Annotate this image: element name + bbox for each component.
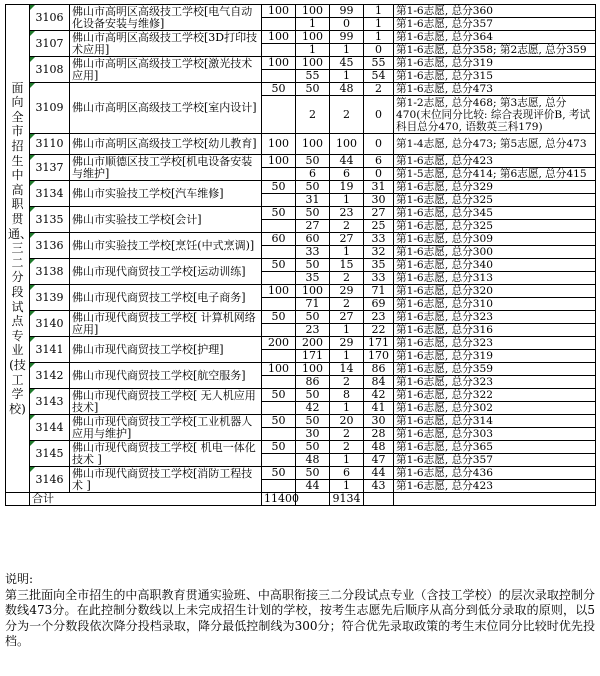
total-empty: [296, 493, 330, 506]
school-code: 3108: [30, 57, 70, 83]
round-plan: 50: [296, 207, 330, 220]
round-remaining: 22: [364, 324, 394, 337]
round-remaining: 43: [364, 480, 394, 493]
table-row: [6, 134, 596, 155]
round-plan: 31: [296, 194, 330, 207]
round-admitted: 2: [330, 428, 364, 441]
cutoff-note: 第1-6志愿, 总分423: [394, 155, 596, 168]
round-admitted: 15: [330, 259, 364, 272]
cutoff-note: 第1-6志愿, 总分310: [394, 298, 596, 311]
round-plan: 71: [296, 298, 330, 311]
plan-count: 50: [262, 311, 296, 324]
school-code: 3138: [30, 259, 70, 285]
round-remaining: 35: [364, 259, 394, 272]
round-plan: 50: [296, 181, 330, 194]
table-row: [6, 181, 596, 194]
plan-count-continued: [262, 480, 296, 493]
plan-count: 200: [262, 337, 296, 350]
round-admitted: 14: [330, 363, 364, 376]
round-remaining: 1: [364, 18, 394, 31]
school-code: 3141: [30, 337, 70, 363]
explanation-body: 第三批面向全市招生的中高职教育贯通实验班、中高职衔接三二分段试点专业（含技工学校）的层次录取控制分数线473分。在此控制分数线以上未完成招生计划的学校，按考生志愿先后顺序从高分到低分录取的原则，以5分为一个分数段依次降分投档录取，降分最低控制线为300分；符合优先录取政策的考生末位同分比较时优先投档。: [5, 587, 595, 648]
total-admitted: 9134: [330, 493, 364, 506]
plan-count: 50: [262, 181, 296, 194]
cutoff-note: 第1-6志愿, 总分316: [394, 324, 596, 337]
round-remaining: 41: [364, 402, 394, 415]
round-plan: 50: [296, 311, 330, 324]
plan-count-continued: [262, 350, 296, 363]
cutoff-note: 第1-2志愿, 总分468; 第3志愿, 总分470(末位同分比较: 综合表现评价B, 考试科目总分470, 语数英三科179): [394, 96, 596, 134]
plan-count: 100: [262, 285, 296, 298]
plan-count: 50: [262, 441, 296, 454]
round-admitted: 1: [330, 324, 364, 337]
plan-count-continued: [262, 454, 296, 467]
round-admitted: 1: [330, 70, 364, 83]
cutoff-note: 第1-6志愿, 总分329: [394, 181, 596, 194]
round-admitted: 19: [330, 181, 364, 194]
cutoff-note: 第1-6志愿, 总分302: [394, 402, 596, 415]
round-remaining: 55: [364, 57, 394, 70]
round-plan: 30: [296, 428, 330, 441]
cutoff-note: 第1-6志愿, 总分358; 第2志愿, 总分359: [394, 44, 596, 57]
round-admitted: 45: [330, 57, 364, 70]
cutoff-note: 第1-6志愿, 总分325: [394, 194, 596, 207]
plan-count-continued: [262, 298, 296, 311]
round-remaining: 31: [364, 181, 394, 194]
table-row: [6, 31, 596, 44]
round-admitted: 2: [330, 298, 364, 311]
cutoff-note: 第1-6志愿, 总分323: [394, 311, 596, 324]
round-admitted: 1: [330, 402, 364, 415]
round-plan: 50: [296, 441, 330, 454]
round-remaining: 0: [364, 134, 394, 155]
school-major: 佛山市现代商贸技工学校[电子商务]: [70, 285, 262, 311]
round-plan: 50: [296, 259, 330, 272]
school-major: 佛山市高明区高级技工学校[室内设计]: [70, 83, 262, 134]
round-remaining: 48: [364, 441, 394, 454]
explanation-heading: 说明:: [5, 572, 34, 586]
round-admitted: 1: [330, 194, 364, 207]
plan-count-continued: [262, 246, 296, 259]
round-remaining: 32: [364, 246, 394, 259]
round-admitted: 1: [330, 44, 364, 57]
plan-count-continued: [262, 194, 296, 207]
round-plan: 50: [296, 389, 330, 402]
school-code: 3109: [30, 83, 70, 134]
school-code: 3136: [30, 233, 70, 259]
table-row: [6, 5, 596, 18]
round-admitted: 27: [330, 311, 364, 324]
cutoff-note: 第1-6志愿, 总分473: [394, 83, 596, 96]
total-label: 合计: [30, 493, 262, 506]
school-code: 3144: [30, 415, 70, 441]
round-remaining: 69: [364, 298, 394, 311]
category-label: 面向全市招生中高职贯通、三二分段试点专业(技工学校): [6, 5, 30, 493]
school-code: 3140: [30, 311, 70, 337]
round-plan: 55: [296, 70, 330, 83]
round-remaining: 1: [364, 31, 394, 44]
round-admitted: 2: [330, 220, 364, 233]
round-remaining: 28: [364, 428, 394, 441]
school-major: 佛山市实验技工学校[会计]: [70, 207, 262, 233]
total-empty: [394, 493, 596, 506]
plan-count-continued: [262, 96, 296, 134]
cutoff-note: 第1-6志愿, 总分345: [394, 207, 596, 220]
round-plan: 1: [296, 44, 330, 57]
round-admitted: 0: [330, 18, 364, 31]
round-admitted: 1: [330, 350, 364, 363]
cutoff-note: 第1-6志愿, 总分364: [394, 31, 596, 44]
round-admitted: 99: [330, 5, 364, 18]
round-remaining: 30: [364, 415, 394, 428]
admission-table-page: [5, 4, 595, 506]
table-row: [6, 285, 596, 298]
school-major: 佛山市现代商贸技工学校[航空服务]: [70, 363, 262, 389]
cutoff-note: 第1-6志愿, 总分313: [394, 272, 596, 285]
plan-count: 100: [262, 363, 296, 376]
round-plan: 100: [296, 31, 330, 44]
round-remaining: 86: [364, 363, 394, 376]
plan-count: 50: [262, 83, 296, 96]
cutoff-note: 第1-6志愿, 总分315: [394, 70, 596, 83]
cutoff-note: 第1-6志愿, 总分357: [394, 454, 596, 467]
cutoff-note: 第1-6志愿, 总分423: [394, 480, 596, 493]
table-row: [6, 233, 596, 246]
round-admitted: 1: [330, 246, 364, 259]
round-admitted: 100: [330, 134, 364, 155]
round-admitted: 6: [330, 467, 364, 480]
round-admitted: 2: [330, 272, 364, 285]
total-row: [6, 493, 596, 506]
round-admitted: 29: [330, 337, 364, 350]
round-remaining: 44: [364, 467, 394, 480]
round-remaining: 2: [364, 83, 394, 96]
round-plan: 86: [296, 376, 330, 389]
plan-count: 50: [262, 207, 296, 220]
round-admitted: 1: [330, 480, 364, 493]
school-code: 3110: [30, 134, 70, 155]
cutoff-note: 第1-6志愿, 总分359: [394, 363, 596, 376]
table-row: [6, 83, 596, 96]
round-remaining: 0: [364, 96, 394, 134]
school-code: 3143: [30, 389, 70, 415]
plan-count: 50: [262, 259, 296, 272]
plan-count-continued: [262, 18, 296, 31]
table-row: [6, 389, 596, 402]
round-remaining: 1: [364, 5, 394, 18]
round-plan: 1: [296, 18, 330, 31]
round-plan: 100: [296, 363, 330, 376]
total-plan: 11400: [262, 493, 296, 506]
round-plan: 33: [296, 246, 330, 259]
round-plan: 42: [296, 402, 330, 415]
table-row: [6, 155, 596, 168]
cutoff-note: 第1-6志愿, 总分300: [394, 246, 596, 259]
cutoff-note: 第1-6志愿, 总分323: [394, 376, 596, 389]
school-code: 3137: [30, 155, 70, 181]
plan-count-continued: [262, 168, 296, 181]
plan-count: 50: [262, 389, 296, 402]
table-row: [6, 57, 596, 70]
plan-count-continued: [262, 272, 296, 285]
round-admitted: 1: [330, 454, 364, 467]
school-major: 佛山市现代商贸技工学校[ 机电一体化技术 ]: [70, 441, 262, 467]
round-remaining: 30: [364, 194, 394, 207]
round-admitted: 6: [330, 168, 364, 181]
school-major: 佛山市现代商贸技工学校[运动训练]: [70, 259, 262, 285]
round-remaining: 33: [364, 272, 394, 285]
round-admitted: 20: [330, 415, 364, 428]
total-empty: [6, 493, 30, 506]
round-remaining: 0: [364, 44, 394, 57]
round-admitted: 44: [330, 155, 364, 168]
plan-count-continued: [262, 44, 296, 57]
round-admitted: 99: [330, 31, 364, 44]
round-plan: 50: [296, 83, 330, 96]
cutoff-note: 第1-6志愿, 总分309: [394, 233, 596, 246]
round-plan: 171: [296, 350, 330, 363]
plan-count-continued: [262, 220, 296, 233]
school-code: 3106: [30, 5, 70, 31]
school-major: 佛山市现代商贸技工学校[ 计算机网络应用]: [70, 311, 262, 337]
round-plan: 100: [296, 5, 330, 18]
round-remaining: 54: [364, 70, 394, 83]
school-code: 3142: [30, 363, 70, 389]
round-plan: 27: [296, 220, 330, 233]
cutoff-note: 第1-4志愿, 总分473; 第5志愿, 总分473: [394, 134, 596, 155]
round-plan: 50: [296, 415, 330, 428]
round-admitted: 2: [330, 96, 364, 134]
round-plan: 100: [296, 285, 330, 298]
plan-count: 60: [262, 233, 296, 246]
school-code: 3134: [30, 181, 70, 207]
school-major: 佛山市实验技工学校[烹饪(中式烹调)]: [70, 233, 262, 259]
round-plan: 23: [296, 324, 330, 337]
round-admitted: 27: [330, 233, 364, 246]
plan-count-continued: [262, 324, 296, 337]
round-plan: 50: [296, 467, 330, 480]
school-major: 佛山市顺德区技工学校[机电设备安装与维护]: [70, 155, 262, 181]
plan-count: 100: [262, 5, 296, 18]
plan-count: 100: [262, 31, 296, 44]
round-admitted: 8: [330, 389, 364, 402]
school-major: 佛山市高明区高级技工学校[3D打印技术应用]: [70, 31, 262, 57]
round-plan: 44: [296, 480, 330, 493]
school-major: 佛山市高明区高级技工学校[幼儿教育]: [70, 134, 262, 155]
school-major: 佛山市实验技工学校[汽车维修]: [70, 181, 262, 207]
plan-count: 50: [262, 467, 296, 480]
cutoff-note: 第1-6志愿, 总分303: [394, 428, 596, 441]
school-major: 佛山市现代商贸技工学校[护理]: [70, 337, 262, 363]
plan-count-continued: [262, 376, 296, 389]
explanation-block: [5, 572, 595, 650]
round-admitted: 29: [330, 285, 364, 298]
cutoff-note: 第1-6志愿, 总分314: [394, 415, 596, 428]
cutoff-note: 第1-6志愿, 总分320: [394, 285, 596, 298]
cutoff-note: 第1-5志愿, 总分414; 第6志愿, 总分415: [394, 168, 596, 181]
table-row: [6, 467, 596, 480]
cutoff-note: 第1-6志愿, 总分360: [394, 5, 596, 18]
cutoff-note: 第1-6志愿, 总分319: [394, 57, 596, 70]
plan-count: 50: [262, 415, 296, 428]
round-remaining: 84: [364, 376, 394, 389]
round-remaining: 6: [364, 155, 394, 168]
round-plan: 100: [296, 134, 330, 155]
plan-count-continued: [262, 70, 296, 83]
round-remaining: 171: [364, 337, 394, 350]
cutoff-note: 第1-6志愿, 总分323: [394, 337, 596, 350]
round-plan: 50: [296, 155, 330, 168]
table-row: [6, 337, 596, 350]
cutoff-note: 第1-6志愿, 总分322: [394, 389, 596, 402]
round-remaining: 47: [364, 454, 394, 467]
table-row: [6, 311, 596, 324]
round-remaining: 0: [364, 168, 394, 181]
round-admitted: 2: [330, 376, 364, 389]
table-row: [6, 415, 596, 428]
round-remaining: 71: [364, 285, 394, 298]
round-admitted: 48: [330, 83, 364, 96]
round-plan: 6: [296, 168, 330, 181]
plan-count-continued: [262, 428, 296, 441]
table-row: [6, 441, 596, 454]
round-plan: 2: [296, 96, 330, 134]
school-code: 3135: [30, 207, 70, 233]
round-remaining: 170: [364, 350, 394, 363]
plan-count: 100: [262, 155, 296, 168]
cutoff-note: 第1-6志愿, 总分365: [394, 441, 596, 454]
admission-table: [5, 4, 596, 506]
school-code: 3145: [30, 441, 70, 467]
table-row: [6, 259, 596, 272]
cutoff-note: 第1-6志愿, 总分325: [394, 220, 596, 233]
total-empty: [364, 493, 394, 506]
cutoff-note: 第1-6志愿, 总分319: [394, 350, 596, 363]
plan-count-continued: [262, 402, 296, 415]
round-remaining: 42: [364, 389, 394, 402]
round-plan: 60: [296, 233, 330, 246]
school-code: 3146: [30, 467, 70, 493]
round-remaining: 33: [364, 233, 394, 246]
round-remaining: 25: [364, 220, 394, 233]
school-major: 佛山市现代商贸技工学校[ 无人机应用技术]: [70, 389, 262, 415]
cutoff-note: 第1-6志愿, 总分357: [394, 18, 596, 31]
plan-count: 100: [262, 134, 296, 155]
school-major: 佛山市现代商贸技工学校[工业机器人应用与维护]: [70, 415, 262, 441]
round-plan: 200: [296, 337, 330, 350]
school-code: 3139: [30, 285, 70, 311]
plan-count: 100: [262, 57, 296, 70]
round-plan: 35: [296, 272, 330, 285]
cutoff-note: 第1-6志愿, 总分436: [394, 467, 596, 480]
round-remaining: 23: [364, 311, 394, 324]
round-admitted: 2: [330, 441, 364, 454]
school-code: 3107: [30, 31, 70, 57]
table-row: [6, 363, 596, 376]
round-admitted: 23: [330, 207, 364, 220]
round-plan: 100: [296, 57, 330, 70]
table-row: [6, 207, 596, 220]
school-major: 佛山市高明区高级技工学校[电气自动化设备安装与维修]: [70, 5, 262, 31]
school-major: 佛山市高明区高级技工学校[激光技术应用]: [70, 57, 262, 83]
round-plan: 48: [296, 454, 330, 467]
round-remaining: 27: [364, 207, 394, 220]
school-major: 佛山市现代商贸技工学校[消防工程技术 ]: [70, 467, 262, 493]
cutoff-note: 第1-6志愿, 总分340: [394, 259, 596, 272]
